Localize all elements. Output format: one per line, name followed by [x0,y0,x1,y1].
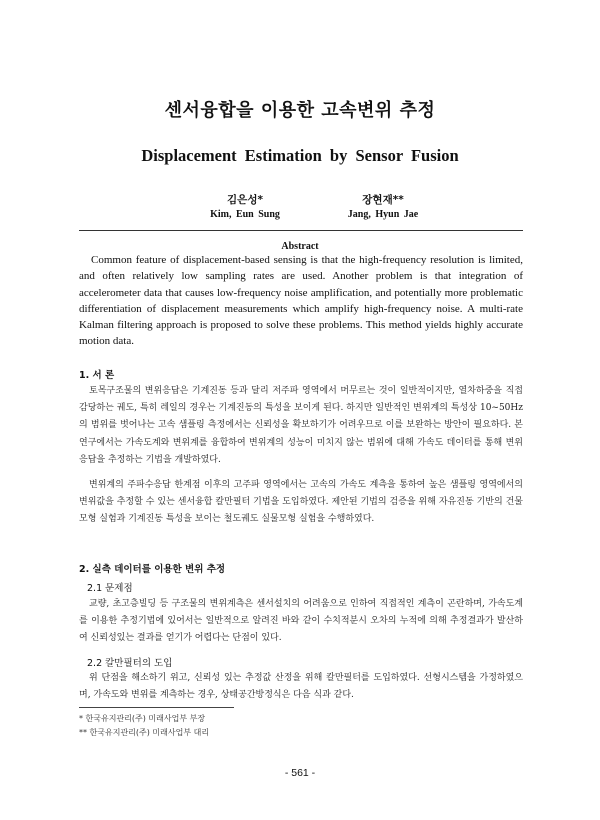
section-2-heading: 2. 실측 데이터를 이용한 변위 추정 [79,564,226,575]
footnote-rule [79,707,234,708]
header-rule [79,230,523,231]
footnote-2: ** 한국유지관리(주) 미래사업부 대리 [79,728,210,737]
author-2-name-en: Jang, Hyun Jae [347,209,419,220]
author-1-name-en: Kim, Eun Sung [210,209,280,220]
abstract-body: Common feature of displacement-based sensing is that the high-frequency resolution is limited, and often relatively low sampling rates are used. Another problem is that integration of accelerometer data that causes low-frequency noise amplification, and potentially more problematic differentiation of displacement measurements which amplify high-frequency noise. A multi-rate Kalman filtering approach is proposed to solve these problems. This method yields highly accurate motion data. [79,254,523,348]
author-1 [175,192,315,220]
title-english: Displacement Estimation by Sensor Fusion [141,146,459,165]
subsection-2-2-heading: 2.2 칼만필터의 도입 [87,658,173,669]
subsection-2-1-paragraph: 교량, 초고층빌딩 등 구조물의 변위계측은 센서설치의 어려움으로 인하여 직접적인 계측이 곤란하며, 가속도계를 이용한 추정기법에 있어서는 일반적으로 알려진 바와 같이 수치적분시 오차의 누적에 의해 추정결과가 발산하여 신뢰성있는 결과를 얻기가 어렵다는 단점이 있다. [79,599,523,644]
footnote-1: * 한국유지관리(주) 미래사업부 부장 [79,714,206,723]
author-2-name-ko: 장현재** [362,194,404,206]
abstract-heading: Abstract [281,241,319,252]
section-1-heading: 1. 서 론 [79,370,115,381]
section-1-paragraph-1: 토목구조물의 변위응답은 기계진동 등과 달리 저주파 영역에서 머무르는 것이 일반적이지만, 열차하중을 직접 감당하는 궤도, 특히 레일의 경우는 기계진동의 특성을 보이게 된다. 하지만 일반적인 변위계의 특성상 10~50Hz 의 범위를 벗어나는 고속 샘플링 측정에서는 신뢰성을 확보하기가 어려우므로 이를 보완하는 방안이 필요하다. 본 연구에서는 가속도계와 변위계를 융합하여 변위계의 성능이 미치지 않는 범위에 대해 가속도 데이터를 통해 변위응답을 추정하는 기법을 개발하였다. [79,386,523,465]
subsection-2-2-paragraph: 위 단점을 해소하기 위고, 신뢰성 있는 추정값 산정을 위해 칼만필터를 도입하였다. 선형시스템을 가정하였으며, 가속도와 변위를 계측하는 경우, 상태공간방정식은 다음 식과 같다. [79,673,523,701]
section-1-paragraph-2: 변위계의 주파수응답 한계점 이후의 고주파 영역에서는 고속의 가속도 계측을 통하여 높은 샘플링 영역에서의 변위값을 추정할 수 있는 센서융합 칼만필터 기법을 도입하였다. 제안된 기법의 검증을 위해 자유진동 기반의 건물모형 실험과 기계진동 특성을 보이는 철도궤도 실물모형 실험을 수행하였다. [79,480,523,525]
title-korean: 센서융합을 이용한 고속변위 추정 [164,100,436,121]
author-1-name-ko: 김은성* [227,194,263,206]
subsection-2-1-heading: 2.1 문제점 [87,583,133,594]
author-2 [313,192,453,220]
page-number: - 561 - [284,767,316,779]
